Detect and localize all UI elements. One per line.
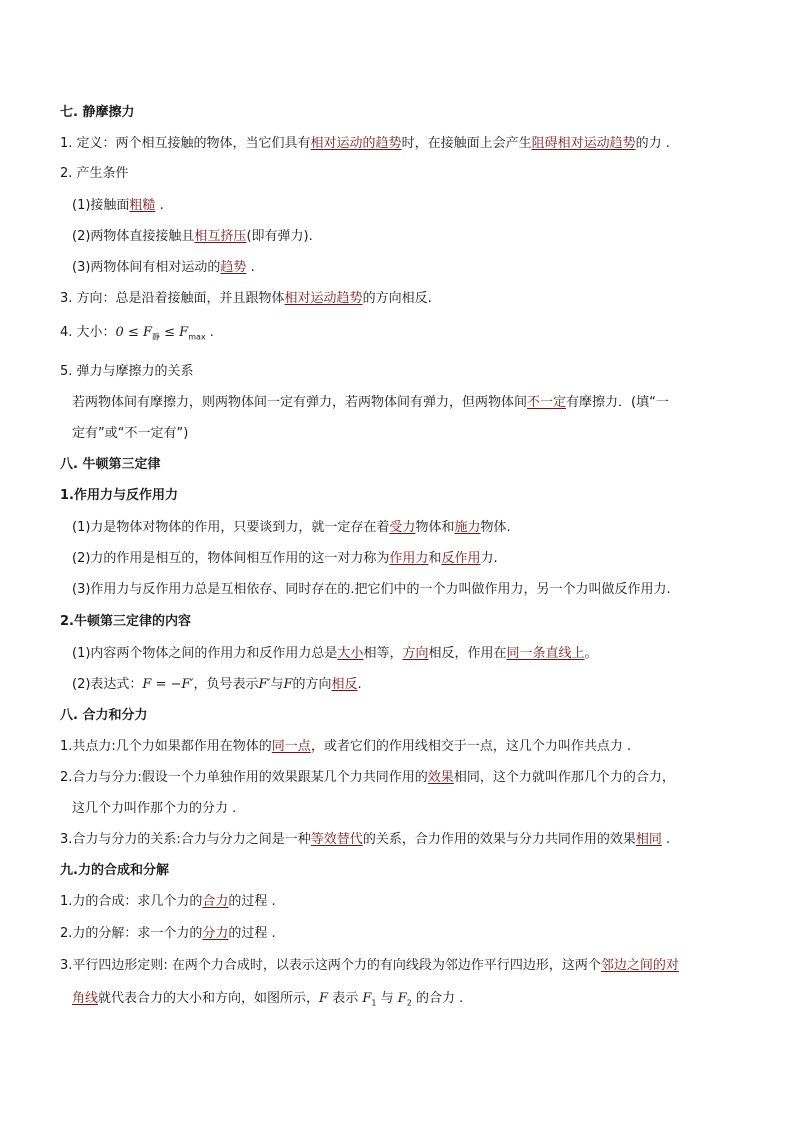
action-reaction-title: 1.作用力与反作用力 <box>60 488 178 503</box>
condition-3: (3)两物体间有相对运动的趋势 . <box>72 260 255 275</box>
parallelogram-rule-line-1: 3.平行四边形定则: 在两个力合成时，以表示这两个力的有向线段为邻边作平行四边形，这两个邻边之间的对 <box>60 958 679 973</box>
decomposition-line: 2.力的分解：求一个力的分力的过程 . <box>60 926 276 941</box>
resultant-component-line-2: 这几个力叫作那个力的分力 . <box>72 801 237 816</box>
third-law-expression: (2)表达式：F = −F′，负号表示F′与F的方向相反. <box>72 677 362 692</box>
direction-line: 3. 方向：总是沿着接触面，并且跟物体相对运动趋势的方向相反. <box>60 291 432 306</box>
resultant-component-line-1: 2.合力与分力:假设一个力单独作用的效果跟某几个力共同作用的效果相同，这个力就叫作那几个力的合力， <box>60 770 675 785</box>
section-9-heading: 九.力的合成和分解 <box>60 863 169 878</box>
third-law-title: 2.牛顿第三定律的内容 <box>60 614 191 629</box>
relation-line-1: 若两物体间有摩擦力，则两物体间一定有弹力，若两物体间有弹力，但两物体间不一定有摩擦力．(填“一 <box>72 395 669 410</box>
relation-title: 5. 弹力与摩擦力的关系 <box>60 364 194 379</box>
resultant-force-heading: 八. 合力和分力 <box>60 708 148 723</box>
concurrent-forces-line: 1.共点力:几个力如果都作用在物体的同一点，或者它们的作用线相交于一点，这几个力叫作共点力 . <box>60 739 632 754</box>
composition-line: 1.力的合成：求几个力的合力的过程 . <box>60 894 276 909</box>
magnitude-line: 4. 大小：$0 \le F_静 \le F_{max}$ . <box>60 325 214 342</box>
definition-line: 1. 定义：两个相互接触的物体，当它们具有相对运动的趋势时，在接触面上会产生阻碍相对运动趋势的力 . <box>60 136 670 151</box>
conditions-title: 2. 产生条件 <box>60 166 129 181</box>
resultant-relation-line: 3.合力与分力的关系:合力与分力之间是一种等效替代的关系，合力作用的效果与分力共同作用的效果相同 . <box>60 832 671 847</box>
condition-1: (1)接触面粗糙 . <box>72 198 164 213</box>
action-point-3: (3)作用力与反作用力总是互相依存、同时存在的.把它们中的一个力叫做作用力，另一个力叫做反作用力. <box>72 582 671 597</box>
relation-line-2: 定有”或“不一定有”) <box>72 426 189 441</box>
condition-2: (2)两物体直接接触且相互挤压(即有弹力). <box>72 229 313 244</box>
section-7-heading: 七. 静摩擦力 <box>60 105 135 120</box>
action-point-1: (1)力是物体对物体的作用，只要谈到力，就一定存在着受力物体和施力物体. <box>72 520 511 535</box>
third-law-content: (1)内容两个物体之间的作用力和反作用力总是大小相等，方向相反，作用在同一条直线上。 <box>72 646 598 661</box>
section-8-heading: 八. 牛顿第三定律 <box>60 457 161 472</box>
action-point-2: (2)力的作用是相互的，物体间相互作用的这一对力称为作用力和反作用力. <box>72 551 498 566</box>
parallelogram-rule-line-2: 角线就代表合力的大小和方向，如图所示，F 表示 $F_1$ 与 $F_2$ 的合力 . <box>72 991 464 1008</box>
